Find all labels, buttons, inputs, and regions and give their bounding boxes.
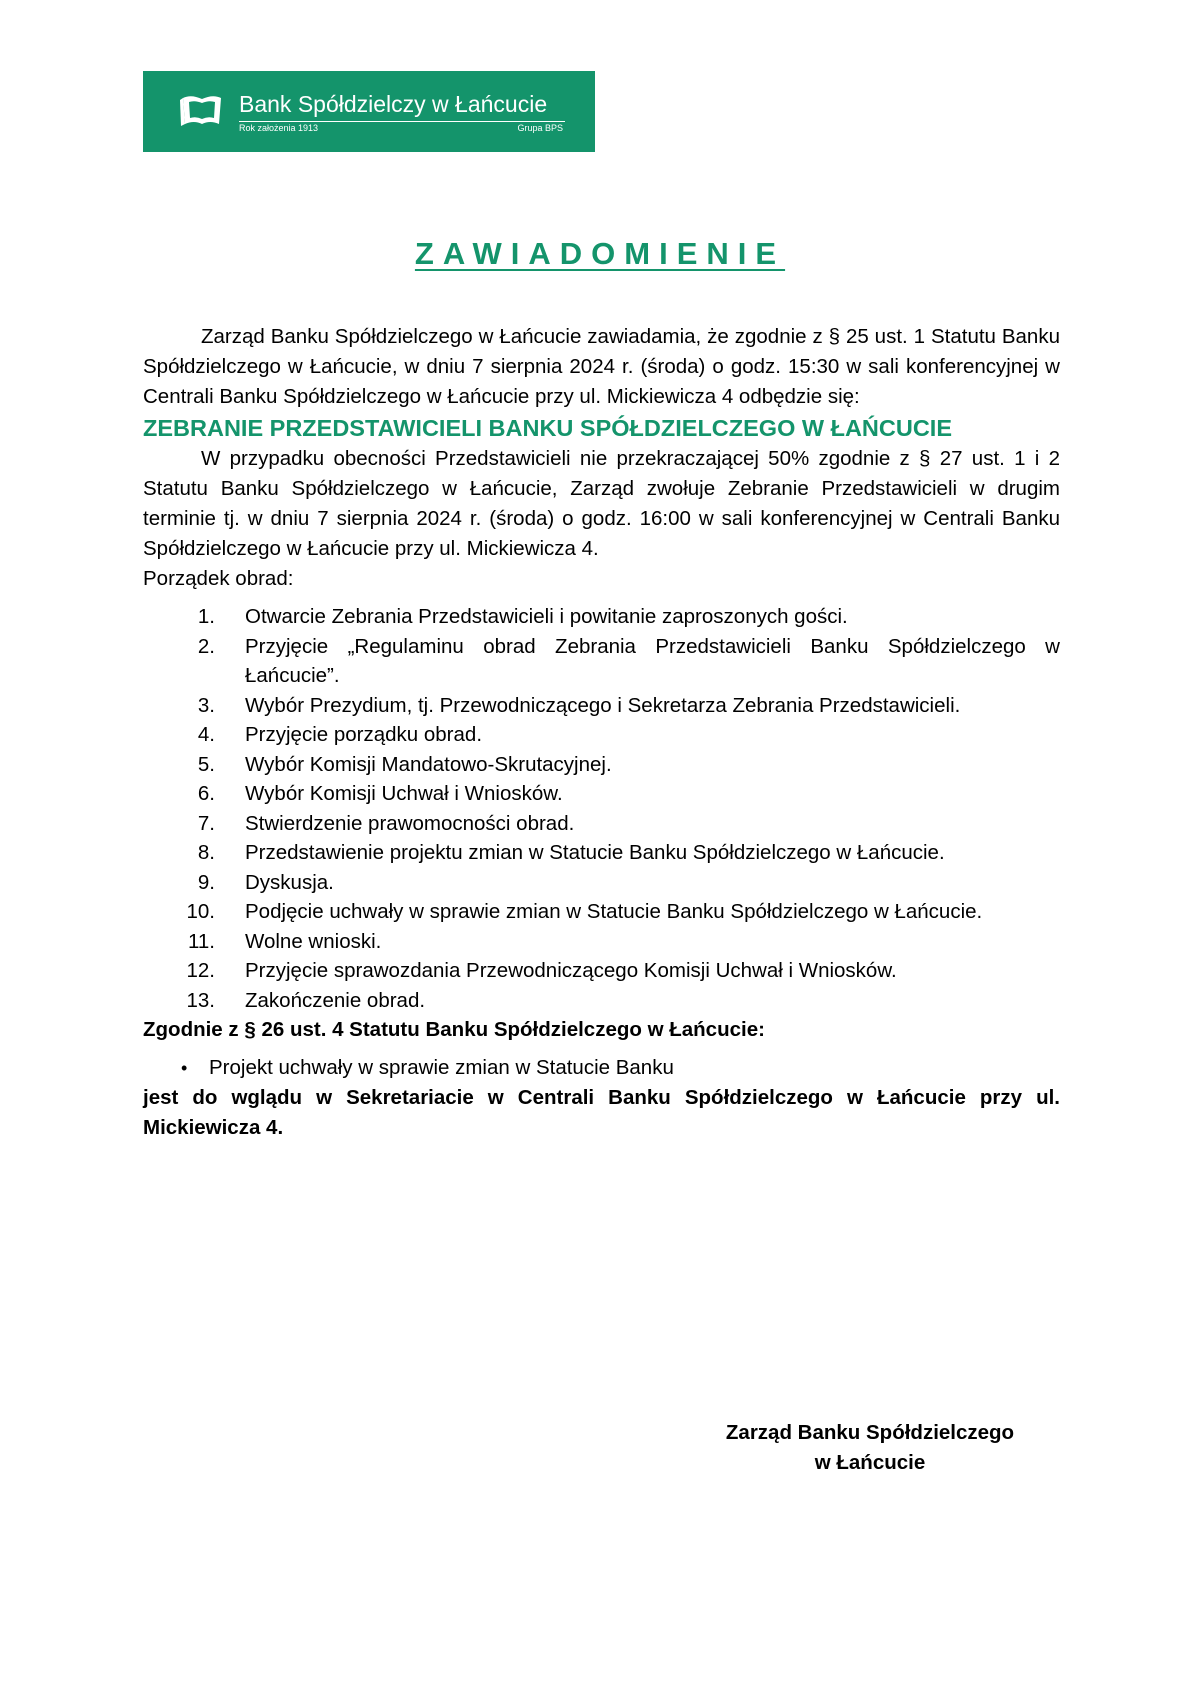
bank-name: Bank Spółdzielczy w Łańcucie [239, 91, 548, 117]
list-item [143, 602, 1060, 632]
list-item [143, 691, 1060, 721]
logo-group: Grupa BPS [517, 123, 563, 133]
document-title-text: ZAWIADOMIENIE [414, 236, 786, 271]
item-text: Przyjęcie „Regulaminu obrad Zebrania Przedstawicieli Banku Spółdzielczego w Łańcucie”. [245, 634, 1060, 687]
list-item [143, 956, 1060, 986]
item-text: Wybór Prezydium, tj. Przewodniczącego i Sekretarza Zebrania Przedstawicieli. [245, 693, 961, 717]
item-text: Stwierdzenie prawomocności obrad. [245, 811, 575, 835]
item-text: Przedstawienie projektu zmian w Statucie Banku Spółdzielczego w Łańcucie. [245, 841, 945, 864]
item-number: 3. [197, 693, 215, 717]
availability-note: jest do wglądu w Sekretariacie w Centrali Banku Spółdzielczego w Łańcucie przy ul. Mickiewicza 4. [143, 1086, 1060, 1139]
item-text: Podjęcie uchwały w sprawie zmian w Statucie Banku Spółdzielczego w Łańcucie. [245, 900, 983, 923]
list-item [143, 720, 1060, 750]
document-body [143, 322, 1060, 1143]
item-text: Przyjęcie porządku obrad. [245, 723, 483, 746]
item-number: 2. [197, 634, 215, 658]
list-item [143, 986, 1060, 1016]
list-item [143, 897, 1060, 927]
bank-logo [143, 71, 595, 152]
item-text: Projekt uchwały w sprawie zmian w Statucie Banku [209, 1056, 674, 1079]
item-number: 12. [186, 959, 215, 982]
bullet-icon: • [181, 1058, 188, 1078]
item-text: Wybór Komisji Mandatowo-Skrutacyjnej. [245, 752, 612, 776]
list-item [143, 838, 1060, 868]
list-item [143, 1053, 1060, 1083]
item-number: 13. [186, 988, 215, 1012]
item-text: Dyskusja. [245, 870, 334, 894]
list-item [143, 750, 1060, 780]
signature-line-2: w Łańcucie [814, 1451, 926, 1474]
document-title [0, 234, 1200, 274]
signature-line-1: Zarząd Banku Spółdzielczego [725, 1421, 1015, 1444]
list-item [143, 632, 1060, 691]
item-number: 11. [188, 929, 215, 953]
agenda-list [143, 602, 1060, 1015]
item-number: 9. [197, 870, 215, 894]
agenda-label: Porządek obrad: [143, 567, 294, 590]
list-item [143, 779, 1060, 809]
item-text: Zakończenie obrad. [245, 988, 426, 1012]
item-number: 5. [197, 752, 215, 776]
second-term-paragraph: W przypadku obecności Przedstawicieli nie przekraczającej 50% zgodnie z § 27 ust. 1 i 2 Statutu Banku Spółdzielczego w Łańcucie, Zarząd zwołuje Zebranie Przedstawicieli w drugim terminie tj. w dniu 7 sierpnia 2024 r. (środa) o godz. 16:00 w sali konferencyjnej w Centrali Banku Spółdzielczego w Łańcucie przy ul. Mickiewicza 4. [143, 447, 1060, 560]
item-number: 8. [197, 841, 215, 864]
list-item [143, 927, 1060, 957]
item-text: Przyjęcie sprawozdania Przewodniczącego Komisji Uchwał i Wniosków. [245, 959, 897, 982]
item-number: 6. [197, 782, 215, 805]
meeting-title: ZEBRANIE PRZEDSTAWICIELI BANKU SPÓŁDZIELCZEGO W ŁAŃCUCIE [143, 415, 953, 441]
item-text: Wybór Komisji Uchwał i Wniosków. [245, 782, 563, 805]
list-item [143, 868, 1060, 898]
logo-founded: Rok założenia 1913 [239, 123, 319, 133]
item-text: Wolne wnioski. [245, 929, 382, 953]
item-number: 7. [197, 811, 215, 835]
signature [700, 1418, 1040, 1478]
item-number: 4. [197, 723, 215, 746]
item-number: 10. [186, 900, 215, 923]
item-number: 1. [197, 605, 215, 628]
item-text: Otwarcie Zebrania Przedstawicieli i powitanie zaproszonych gości. [245, 605, 848, 628]
documents-list [143, 1053, 1060, 1083]
statute-note: Zgodnie z § 26 ust. 4 Statutu Banku Spółdzielczego w Łańcucie: [143, 1018, 765, 1041]
bank-book-icon [177, 90, 227, 130]
logo-divider [239, 121, 565, 122]
intro-paragraph: Zarząd Banku Spółdzielczego w Łańcucie zawiadamia, że zgodnie z § 25 ust. 1 Statutu Banku Spółdzielczego w Łańcucie, w dniu 7 sierpnia 2024 r. (środa) o godz. 15:30 w sali konferencyjnej w Centrali Banku Spółdzielczego w Łańcucie przy ul. Mickiewicza 4 odbędzie się: [143, 325, 1060, 408]
list-item [143, 809, 1060, 839]
